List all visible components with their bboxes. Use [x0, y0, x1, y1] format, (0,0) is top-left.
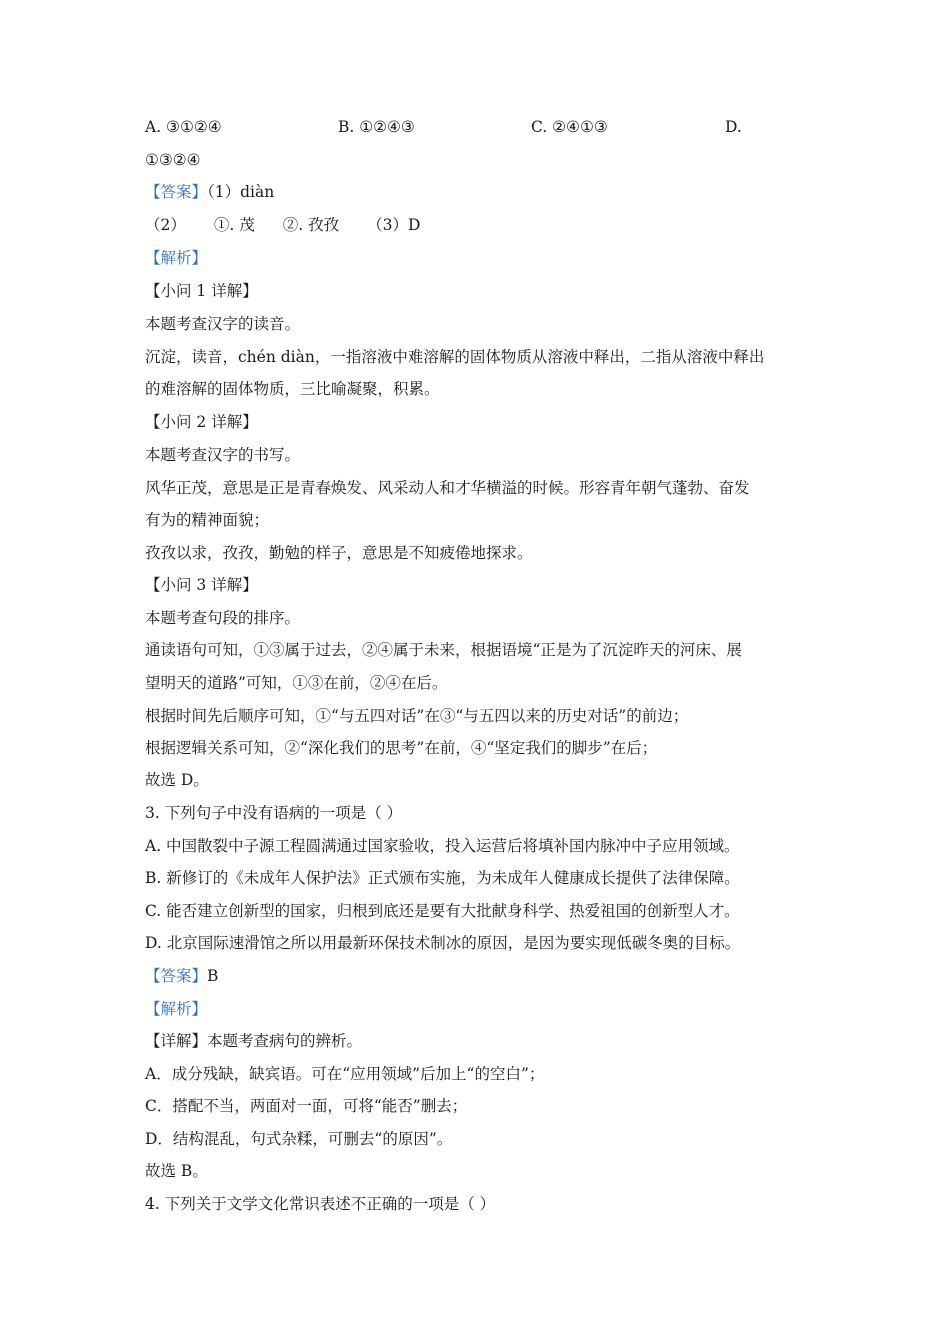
- sub3-line-3: 望明天的道路”可知，①③在前，②④在后。: [145, 674, 448, 692]
- sub2-line-2: 风华正茂，意思是正是青春焕发、风采动人和才华横溢的时候。形容青年朝气蓬勃、奋发: [145, 479, 750, 497]
- sub2-line-3: 有为的精神面貌；: [145, 511, 270, 529]
- answer-text: （1）diàn: [207, 183, 275, 201]
- q3-explain-a: A．成分残缺，缺宾语。可在“应用领域”后加上“的空白”；: [145, 1065, 545, 1083]
- q3-option-a: A. 中国散裂中子源工程圆满通过国家验收，投入运营后将填补国内脉冲中子应用领域。: [145, 837, 740, 855]
- q3-option-d: D. 北京国际速滑馆之所以用最新环保技术制冰的原因，是因为要实现低碳冬奥的目标。: [145, 934, 741, 952]
- q3-detail-text: 本题考查病句的辨析。: [207, 1032, 363, 1050]
- q3-explain-d: D．结构混乱，句式杂糅，可删去“的原因”。: [145, 1130, 453, 1148]
- sub3-line-1: 本题考查句段的排序。: [145, 609, 301, 627]
- q3-analysis-tag: 【解析】: [145, 1000, 208, 1018]
- sub1-line-2: 沉淀，读音，chén diàn，一指溶液中难溶解的固体物质从溶液中释出，二指从溶液中释出: [145, 348, 765, 366]
- answer-line: [145, 182, 870, 202]
- option-b: B. ①②④③: [338, 118, 415, 136]
- sub2-line-1: 本题考查汉字的书写。: [145, 446, 301, 464]
- q3-option-c: C. 能否建立创新型的国家，归根到底还是要有大批献身科学、热爱祖国的创新型人才。: [145, 902, 740, 920]
- q3-answer: [145, 966, 870, 986]
- q4-stem: 4. 下列关于文学文化常识表述不正确的一项是（ ）: [145, 1195, 496, 1213]
- sub1-line-1: 本题考查汉字的读音。: [145, 315, 301, 333]
- q3-option-b: B. 新修订的《未成年人保护法》正式颁布实施，为未成年人健康成长提供了法律保障。: [145, 869, 740, 887]
- q3-conclusion: 故选 B。: [145, 1162, 208, 1180]
- q3-stem: 3. 下列句子中没有语病的一项是（ ）: [145, 804, 403, 822]
- answer-line-2: [145, 215, 870, 235]
- sub3-line-6: 故选 D。: [145, 771, 209, 789]
- sub1-line-3: 的难溶解的固体物质，三比喻凝聚，积累。: [145, 380, 440, 398]
- answer-part-a: ①. 茂: [213, 216, 255, 234]
- sub3-line-5: 根据逻辑关系可知，②“深化我们的思考”在前，④“坚定我们的脚步”在后；: [145, 739, 658, 757]
- sub3-line-2: 通读语句可知，①③属于过去，②④属于未来，根据语境“正是为了沉淀昨天的河床、展: [145, 641, 742, 659]
- option-d-continued: ①③②④: [145, 151, 201, 169]
- option-d: D.: [725, 118, 742, 136]
- option-a: A. ③①②④: [145, 118, 222, 136]
- answer-part-b: ②. 孜孜: [282, 216, 340, 234]
- q3-answer-tag: 【答案】: [145, 967, 208, 985]
- analysis-tag: 【解析】: [145, 249, 208, 267]
- q3-detail-tag: 【详解】: [145, 1032, 208, 1050]
- answer-part-c: （3）D: [367, 216, 421, 234]
- q3-explain-c: C．搭配不当，两面对一面，可将“能否”删去；: [145, 1097, 468, 1115]
- answer-tag: 【答案】: [145, 183, 208, 201]
- q3-detail: [145, 1031, 870, 1051]
- answer-prefix: （2）: [145, 216, 186, 234]
- q3-answer-value: B: [207, 967, 219, 985]
- sub3-title: 【小问 3 详解】: [145, 576, 258, 594]
- sub2-line-4: 孜孜以求，孜孜，勤勉的样子，意思是不知疲倦地探求。: [145, 544, 533, 562]
- sub1-title: 【小问 1 详解】: [145, 282, 258, 300]
- sub2-title: 【小问 2 详解】: [145, 413, 258, 431]
- sub3-line-4: 根据时间先后顺序可知，①“与五四对话”在③“与五四以来的历史对话”的前边；: [145, 707, 689, 725]
- option-c: C. ②④①③: [531, 118, 608, 136]
